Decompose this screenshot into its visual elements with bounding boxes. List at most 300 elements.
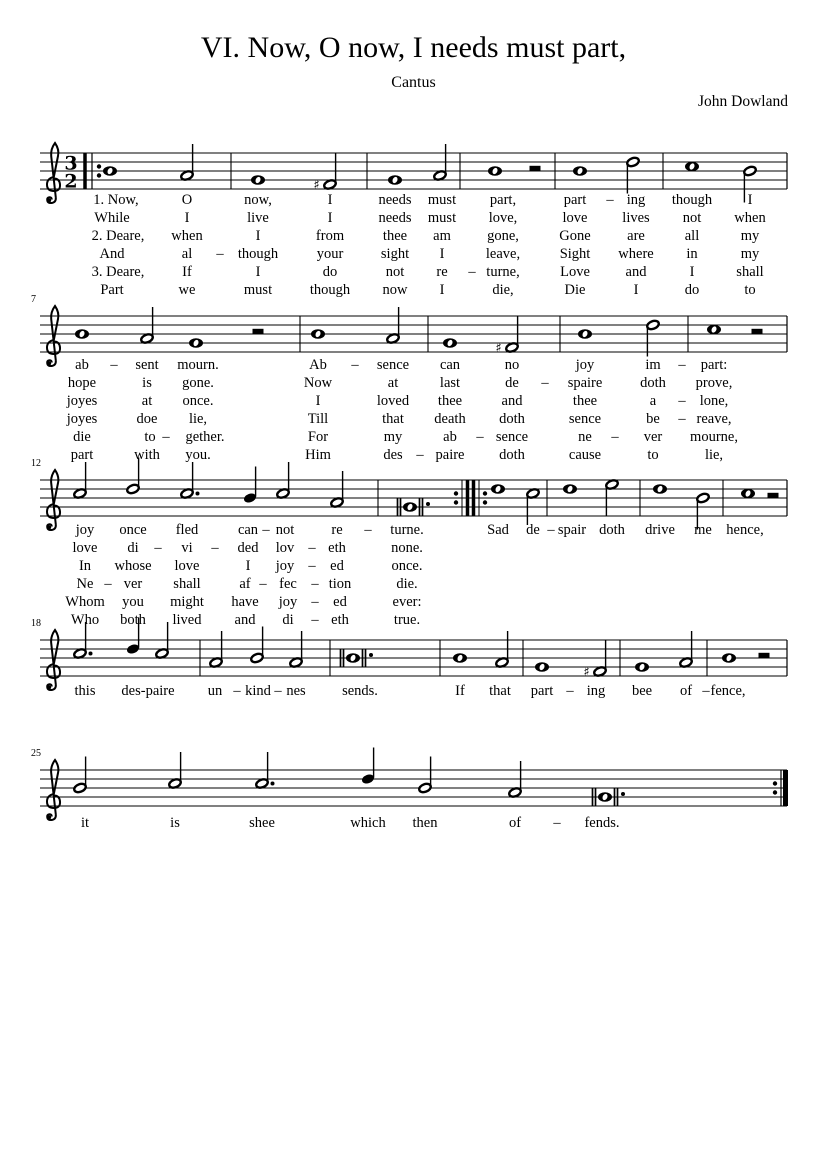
lyric-syllable: lie, (704, 447, 724, 463)
lyric-syllable: death (434, 411, 466, 427)
lyric-syllable: joy (575, 357, 595, 373)
lyric-syllable: Now (303, 375, 333, 391)
lyric-syllable: I (327, 210, 333, 226)
notehead (722, 653, 736, 663)
lyric-syllable: In (78, 558, 92, 574)
lyric-syllable: ded (237, 540, 259, 556)
lyric-syllable: Ab (309, 357, 327, 373)
half-rest (759, 653, 770, 658)
lyric-syllable: ver (643, 429, 663, 445)
notehead (526, 488, 540, 499)
half-rest (253, 329, 264, 334)
lyric-syllable: lived (172, 612, 202, 628)
lyric-syllable: sence (376, 357, 410, 373)
lyric-syllable: of (679, 683, 693, 699)
lyric-syllable: re (331, 522, 343, 538)
lyric-syllable: – (233, 683, 241, 699)
lyric-syllable: fec (279, 576, 297, 592)
lyric-syllable: of (508, 815, 522, 831)
notehead (323, 179, 337, 190)
lyric-syllable: thee (437, 393, 463, 409)
treble-clef-icon (47, 760, 60, 820)
lyric-syllable: shall (173, 576, 201, 592)
lyric-syllable: joy (75, 522, 95, 538)
lyric-syllable: my (383, 429, 403, 445)
lyric-syllable: part (563, 192, 587, 208)
piece-title: VI. Now, O now, I needs must part, (200, 31, 627, 64)
lyric-syllable: which (350, 815, 386, 831)
lyric-syllable: – (308, 558, 316, 574)
repeat-dot (483, 491, 487, 495)
notehead (189, 338, 203, 348)
notehead (505, 342, 519, 353)
lyric-syllable: lov (275, 540, 295, 556)
lyric-syllable: – (274, 683, 282, 699)
lyric-syllable: 3. Deare, (91, 264, 145, 280)
lyric-syllable: And (99, 246, 125, 262)
lyric-syllable: once. (391, 558, 423, 574)
lyric-syllable: 1. Now, (93, 192, 139, 208)
lyric-syllable: Ne (76, 576, 94, 592)
lyric-syllable: a (649, 393, 657, 409)
notehead (168, 778, 182, 789)
lyric-syllable: part, (489, 192, 517, 208)
lyric-syllable: not (682, 210, 702, 226)
lyric-syllable: loved (376, 393, 410, 409)
notehead (103, 166, 117, 176)
lyric-syllable: doth (499, 411, 525, 427)
notehead (346, 653, 360, 663)
lyric-syllable: it (80, 815, 90, 831)
lyric-syllable: though (237, 246, 279, 262)
notehead (289, 657, 303, 668)
repeat-dot (97, 164, 101, 168)
lyric-syllable: joy (275, 558, 295, 574)
lyric-syllable: joyes (66, 393, 98, 409)
lyric-syllable: di (127, 540, 139, 556)
lyric-syllable: im (645, 357, 661, 373)
lyric-syllable: die. (396, 576, 418, 592)
lyric-syllable: vi (181, 540, 193, 556)
lyric-syllable: Him (305, 447, 331, 463)
augmentation-dot (196, 492, 200, 496)
lyric-syllable: un (207, 683, 223, 699)
lyric-syllable: ver (123, 576, 143, 592)
lyric-syllable: sence (568, 411, 602, 427)
lyric-syllable: shall (736, 264, 764, 280)
lyric-syllable: ever: (392, 594, 422, 610)
lyric-syllable: not (275, 522, 295, 538)
lyric-syllable: 2. Deare, (91, 228, 145, 244)
lyric-syllable: ed (333, 594, 347, 610)
lyric-syllable: is (142, 375, 152, 391)
lyric-syllable: Whom (65, 594, 105, 610)
lyric-syllable: thee (572, 393, 598, 409)
notehead (679, 657, 693, 668)
lyric-syllable: – (606, 192, 614, 208)
lyric-syllable: at (141, 393, 153, 409)
lyric-syllable: sence (495, 429, 529, 445)
lyric-syllable: cause (568, 447, 602, 463)
repeat-dot (483, 500, 487, 504)
lyric-syllable: doth (599, 522, 625, 538)
notehead (626, 156, 640, 167)
lyric-syllable: not (385, 264, 405, 280)
measure-number: 12 (31, 458, 41, 469)
lyric-syllable: – (566, 683, 574, 699)
lyric-syllable: love (174, 558, 200, 574)
lyric-syllable: might (170, 594, 204, 610)
treble-clef-icon (47, 630, 60, 690)
lyric-syllable: – (416, 447, 424, 463)
notehead (563, 484, 577, 494)
lyric-syllable: des-paire (121, 683, 175, 699)
notehead (209, 657, 223, 668)
lyric-syllable: needs (378, 210, 412, 226)
lyric-syllable: I (327, 192, 333, 208)
lyric-syllable: af (239, 576, 251, 592)
lyric-syllable: ab (75, 357, 89, 373)
notehead (126, 483, 140, 494)
lyric-syllable: – (311, 576, 319, 592)
notehead (443, 338, 457, 348)
lyric-syllable: bee (631, 683, 653, 699)
lyric-syllable: eth (328, 540, 346, 556)
lyric-syllable: If (182, 264, 192, 280)
lyric-syllable: de (505, 375, 519, 391)
lyric-syllable: I (747, 192, 753, 208)
lyric-syllable: all (684, 228, 700, 244)
lyric-syllable: be (646, 411, 660, 427)
lyric-syllable: – (541, 375, 549, 391)
lyric-syllable: you (122, 594, 144, 610)
lyric-syllable: can (439, 357, 461, 373)
lyric-syllable: true. (393, 612, 421, 628)
lyric-syllable: – (678, 357, 686, 373)
lyric-syllable: shee (249, 815, 275, 831)
lyric-syllable: sight (380, 246, 410, 262)
lyric-syllable: gone. (182, 375, 214, 391)
lyric-syllable: then (412, 815, 438, 831)
notehead (276, 488, 290, 499)
lyric-syllable: – (702, 683, 710, 699)
lyric-syllable: – (351, 357, 359, 373)
lyric-syllable: both (120, 612, 146, 628)
lyric-syllable: where (618, 246, 654, 262)
lyric-syllable: spair (557, 522, 587, 538)
lyric-syllable: can (237, 522, 259, 538)
lyric-syllable: doth (640, 375, 666, 391)
notehead (453, 653, 467, 663)
part-subtitle: Cantus (391, 74, 436, 91)
lyric-syllable: Till (307, 411, 329, 427)
sharp-accidental: ♯ (313, 178, 320, 193)
half-rest (530, 166, 541, 171)
lyric-syllable: must (427, 210, 457, 226)
lyric-syllable: prove, (695, 375, 733, 391)
lyric-syllable: my (740, 246, 760, 262)
lyric-syllable: turne, (486, 264, 520, 280)
notehead (535, 662, 549, 672)
lyric-syllable: I (689, 264, 695, 280)
treble-clef-icon (47, 470, 60, 530)
lyric-syllable: – (553, 815, 561, 831)
notehead (311, 329, 325, 339)
lyric-syllable: fence, (710, 683, 746, 699)
lyric-syllable: are (627, 228, 645, 244)
treble-clef-icon (47, 143, 60, 203)
lyric-syllable: your (316, 246, 344, 262)
lyric-syllable: While (94, 210, 130, 226)
augmentation-dot (369, 653, 373, 657)
lyric-syllable: I (184, 210, 190, 226)
lyric-syllable: my (740, 228, 760, 244)
repeat-dot (454, 500, 458, 504)
lyric-syllable: ing (586, 683, 606, 699)
lyric-syllable: now (382, 282, 408, 298)
half-rest (752, 329, 763, 334)
lyric-syllable: – (678, 393, 686, 409)
lyric-syllable: spaire (567, 375, 603, 391)
lyric-syllable: must (427, 192, 457, 208)
lyric-syllable: in (686, 246, 698, 262)
notehead (488, 166, 502, 176)
lyric-syllable: love (562, 210, 588, 226)
lyric-syllable: al (181, 246, 193, 262)
lyric-syllable: this (74, 683, 96, 699)
lyric-syllable: to (144, 429, 156, 445)
lyric-syllable: do (322, 264, 338, 280)
lyric-syllable: gether. (185, 429, 225, 445)
lyric-syllable: I (439, 282, 445, 298)
notehead (578, 329, 592, 339)
lyric-syllable: doth (499, 447, 525, 463)
lyric-syllable: part: (700, 357, 728, 373)
notehead (741, 489, 755, 499)
lyric-syllable: I (633, 282, 639, 298)
lyric-syllable: joy (278, 594, 298, 610)
lyric-syllable: am (433, 228, 451, 244)
lyric-syllable: lie, (188, 411, 208, 427)
time-signature: 2 (64, 170, 78, 193)
lyric-syllable: – (110, 357, 118, 373)
lyric-syllable: lives (622, 210, 650, 226)
notehead (433, 170, 447, 181)
lyric-syllable: you. (185, 447, 211, 463)
lyric-syllable: Die (564, 282, 586, 298)
lyric-syllable: – (476, 429, 484, 445)
lyric-syllable: we (178, 282, 196, 298)
lyric-syllable: gone, (487, 228, 519, 244)
notehead (255, 778, 269, 789)
lyric-syllable: – (311, 594, 319, 610)
lyric-syllable: kind (245, 683, 271, 699)
lyric-syllable: O (181, 192, 193, 208)
notehead (646, 319, 660, 330)
lyric-syllable: – (259, 576, 267, 592)
lyric-syllable: – (154, 540, 162, 556)
notehead (418, 782, 432, 793)
lyric-syllable: re (436, 264, 448, 280)
notehead (491, 484, 505, 494)
notehead (73, 488, 87, 499)
lyric-syllable: once. (182, 393, 214, 409)
lyric-syllable: des (383, 447, 403, 463)
lyric-syllable: is (170, 815, 180, 831)
lyric-syllable: die (73, 429, 91, 445)
lyric-syllable: must (243, 282, 273, 298)
lyric-syllable: nes (286, 683, 306, 699)
repeat-dot (773, 781, 777, 785)
lyric-syllable: love, (488, 210, 518, 226)
notehead (73, 782, 87, 793)
augmentation-dot (271, 782, 275, 786)
notehead (605, 479, 619, 490)
notehead (180, 170, 194, 181)
lyric-syllable: to (744, 282, 756, 298)
lyric-syllable: once (119, 522, 147, 538)
lyric-syllable: and (501, 393, 523, 409)
lyric-syllable: – (308, 540, 316, 556)
composer-name: John Dowland (698, 93, 788, 110)
lyric-syllable: turne. (390, 522, 424, 538)
lyric-syllable: Who (70, 612, 100, 628)
lyric-syllable: hope (67, 375, 97, 391)
notehead (73, 648, 87, 659)
notehead (250, 652, 264, 663)
lyric-syllable: Sad (487, 522, 509, 538)
notehead (75, 329, 89, 339)
sharp-accidental: ♯ (495, 341, 502, 356)
lyric-syllable: when (171, 228, 203, 244)
lyric-syllable: I (439, 246, 445, 262)
notehead (388, 175, 402, 185)
lyric-syllable: Love (560, 264, 590, 280)
lyric-syllable: die, (492, 282, 514, 298)
augmentation-dot (89, 652, 93, 656)
augmentation-dot (621, 792, 625, 796)
notehead (653, 484, 667, 494)
measure-number: 7 (31, 294, 36, 305)
lyric-syllable: – (216, 246, 224, 262)
notehead (330, 497, 344, 508)
lyric-syllable: fled (175, 522, 199, 538)
measure-number: 18 (31, 618, 41, 629)
lyric-syllable: eth (331, 612, 349, 628)
time-signature: 3 (64, 152, 78, 175)
lyric-syllable: though (671, 192, 713, 208)
notehead (573, 166, 587, 176)
lyric-syllable: – (611, 429, 619, 445)
notehead (403, 502, 417, 512)
sharp-accidental: ♯ (583, 665, 590, 680)
lyric-syllable: reave, (696, 411, 732, 427)
notehead (251, 175, 265, 185)
lyric-syllable: Sight (559, 246, 591, 262)
lyric-syllable: that (382, 411, 404, 427)
notehead (180, 488, 194, 499)
lyric-syllable: di (282, 612, 294, 628)
notehead (155, 648, 169, 659)
lyric-syllable: with (134, 447, 160, 463)
lyric-syllable: fends. (584, 815, 620, 831)
lyric-syllable: thee (382, 228, 408, 244)
lyric-syllable: de (526, 522, 540, 538)
lyric-syllable: that (489, 683, 511, 699)
lyric-syllable: when (734, 210, 766, 226)
lyric-syllable: – (468, 264, 476, 280)
notehead (140, 333, 154, 344)
lyric-syllable: – (678, 411, 686, 427)
lyric-syllable: Gone (559, 228, 591, 244)
notehead (593, 666, 607, 677)
lyric-syllable: – (104, 576, 112, 592)
lyric-syllable: – (162, 429, 170, 445)
lyric-syllable: part (530, 683, 554, 699)
lyric-syllable: ab (443, 429, 457, 445)
lyric-syllable: no (504, 357, 520, 373)
lyric-syllable: paire (435, 447, 465, 463)
lyric-syllable: leave, (485, 246, 521, 262)
notehead (386, 333, 400, 344)
lyric-syllable: whose (114, 558, 152, 574)
lyric-syllable: – (311, 612, 319, 628)
lyric-syllable: I (315, 393, 321, 409)
lyric-syllable: lone, (699, 393, 729, 409)
lyric-syllable: to (647, 447, 659, 463)
lyric-syllable: doe (136, 411, 158, 427)
lyric-syllable: at (387, 375, 399, 391)
treble-clef-icon (47, 306, 60, 366)
measure-number: 25 (31, 748, 41, 759)
repeat-dot (454, 491, 458, 495)
lyric-syllable: I (255, 228, 261, 244)
lyric-syllable: Part (100, 282, 124, 298)
lyric-syllable: If (455, 683, 465, 699)
lyric-syllable: me (694, 522, 712, 538)
lyric-syllable: I (255, 264, 261, 280)
lyric-syllable: last (439, 375, 461, 391)
lyric-syllable: – (262, 522, 270, 538)
lyric-syllable: sent (135, 357, 159, 373)
lyric-syllable: ed (330, 558, 344, 574)
lyric-syllable: – (211, 540, 219, 556)
lyric-syllable: tion (328, 576, 352, 592)
notehead (508, 787, 522, 798)
lyric-syllable: drive (645, 522, 675, 538)
repeat-dot (773, 790, 777, 794)
lyric-syllable: sends. (342, 683, 378, 699)
lyric-syllable: now, (244, 192, 272, 208)
lyric-syllable: ne (578, 429, 592, 445)
lyric-syllable: and (625, 264, 647, 280)
lyric-syllable: though (309, 282, 351, 298)
lyric-syllable: part (70, 447, 94, 463)
lyric-syllable: For (307, 429, 329, 445)
notehead (598, 792, 612, 802)
lyric-syllable: mourne, (690, 429, 738, 445)
lyric-syllable: none. (391, 540, 423, 556)
lyric-syllable: do (684, 282, 700, 298)
lyric-syllable: mourn. (177, 357, 219, 373)
lyric-syllable: love (72, 540, 98, 556)
notehead (495, 657, 509, 668)
lyric-syllable: I (245, 558, 251, 574)
notehead (743, 165, 757, 176)
lyric-syllable: hence, (726, 522, 764, 538)
lyric-syllable: – (364, 522, 372, 538)
lyric-syllable: from (315, 228, 345, 244)
